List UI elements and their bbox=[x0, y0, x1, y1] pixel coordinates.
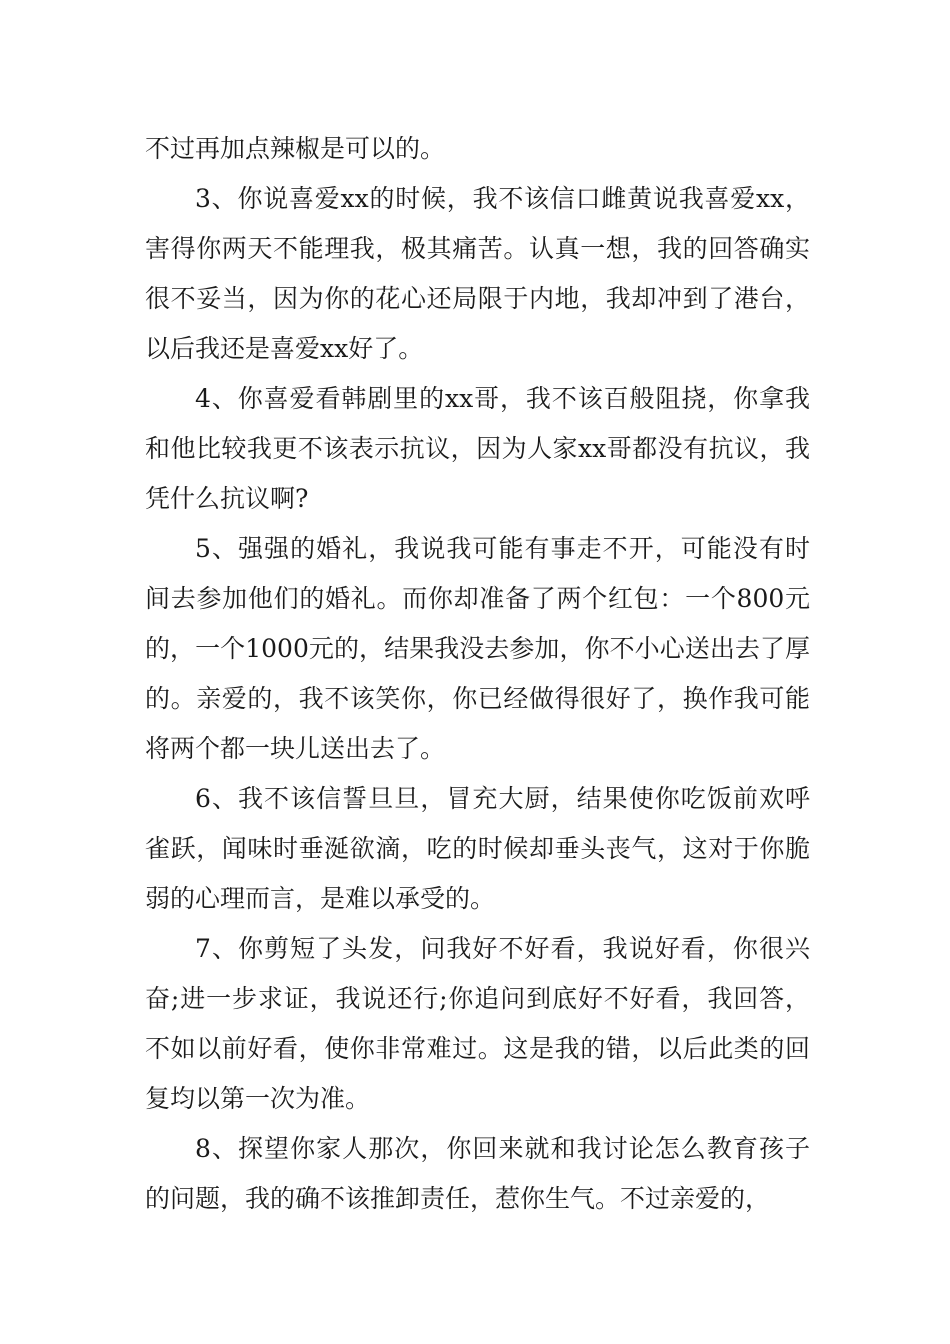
paragraph-5: 6、我不该信誓旦旦，冒充大厨，结果使你吃饭前欢呼雀跃，闻味时垂涎欲滴，吃的时候却垂头丧气，这对于你脆弱的心理而言，是难以承受的。 bbox=[145, 784, 810, 913]
paragraph-7: 8、探望你家人那次，你回来就和我讨论怎么教育孩子的问题，我的确不该推卸责任，惹你生气。不过亲爱的， bbox=[145, 1134, 810, 1213]
paragraph-6: 7、你剪短了头发，问我好不好看，我说好看，你很兴奋;进一步求证，我说还行;你追问到底好不好看，我回答，不如以前好看，使你非常难过。这是我的错，以后此类的回复均以第一次为准。 bbox=[145, 934, 810, 1113]
paragraph-1: 不过再加点辣椒是可以的。 bbox=[145, 134, 446, 163]
paragraph-4: 5、强强的婚礼，我说我可能有事走不开，可能没有时间去参加他们的婚礼。而你却准备了两个红包：一个800元的，一个1000元的，结果我没去参加，你不小心送出去了厚的。亲爱的，我不该笑你，你已经做得很好了，换作我可能将两个都一块儿送出去了。 bbox=[145, 534, 810, 763]
paragraph-2: 3、你说喜爱xx的时候，我不该信口雌黄说我喜爱xx，害得你两天不能理我，极其痛苦。认真一想，我的回答确实很不妥当，因为你的花心还局限于内地，我却冲到了港台，以后我还是喜爱xx好了。 bbox=[145, 184, 810, 363]
document-body bbox=[145, 124, 810, 1224]
paragraph-3: 4、你喜爱看韩剧里的xx哥，我不该百般阻挠，你拿我和他比较我更不该表示抗议，因为人家xx哥都没有抗议，我凭什么抗议啊? bbox=[145, 384, 810, 513]
